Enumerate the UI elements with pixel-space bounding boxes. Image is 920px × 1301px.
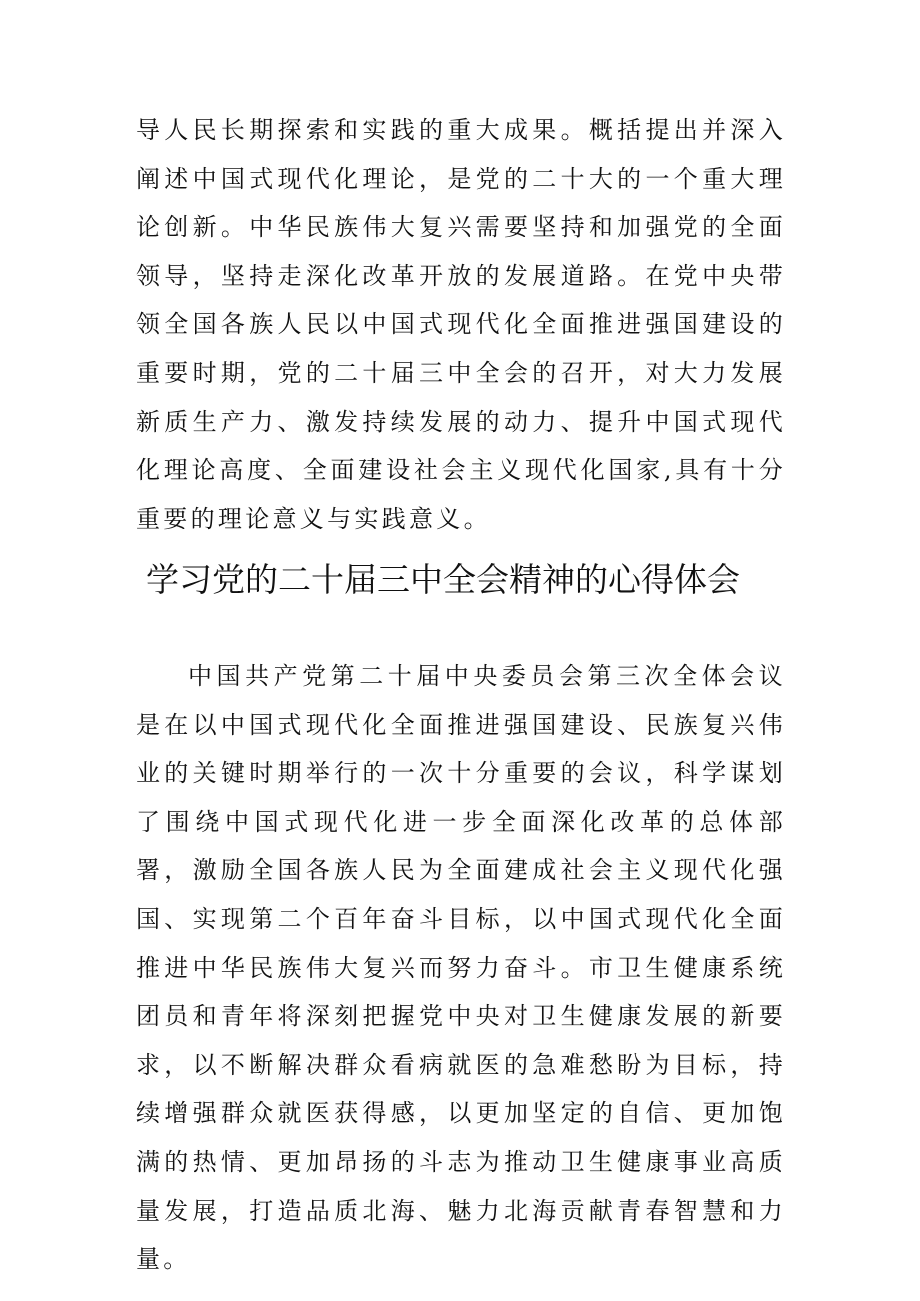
- intro-paragraph: 导人民长期探索和实践的重大成果。概括提出并深入阐述中国式现代化理论，是党的二十大的一个重大理论创新。中华民族伟大复兴需要坚持和加强党的全面领导，坚持走深化改革开放的发展道路。在党中央带领全国各族人民以中国式现代化全面推进强国建设的重要时期，党的二十届三中全会的召开，对大力发展新质生产力、激发持续发展的动力、提升中国式现代化理论高度、全面建设社会主义现代化国家,具有十分重要的理论意义与实践意义。: [136, 116, 786, 533]
- section-title: 学习党的二十届三中全会精神的心得体会: [146, 560, 740, 599]
- body-paragraph: 中国共产党第二十届中央委员会第三次全体会议是在以中国式现代化全面推进强国建设、民族复兴伟业的关键时期举行的一次十分重要的会议，科学谋划了围绕中国式现代化进一步全面深化改革的总体部署，激励全国各族人民为全面建成社会主义现代化强国、实现第二个百年奋斗目标，以中国式现代化全面推进中华民族伟大复兴而努力奋斗。市卫生健康系统团员和青年将深刻把握党中央对卫生健康发展的新要求，以不断解决群众看病就医的急难愁盼为目标，持续增强群众就医获得感，以更加坚定的自信、更加饱满的热情、更加昂扬的斗志为推动卫生健康事业高质量发展，打造品质北海、魅力北海贡献青春智慧和力量。: [136, 662, 786, 1274]
